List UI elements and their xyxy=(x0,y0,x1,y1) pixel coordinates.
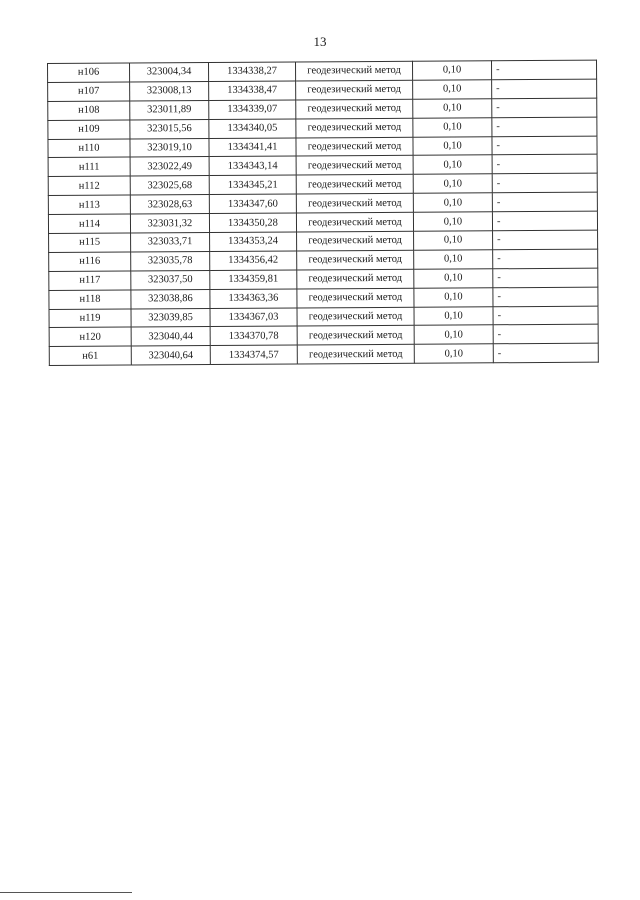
page-number: 13 xyxy=(313,34,327,49)
cell-note: - xyxy=(492,136,597,156)
cell-point: н118 xyxy=(49,290,131,309)
cell-method: геодезический метод xyxy=(297,307,414,327)
cell-method: геодезический метод xyxy=(296,118,413,138)
cell-y: 1334347,60 xyxy=(209,194,296,213)
cell-method: геодезический метод xyxy=(296,175,413,195)
cell-y: 1334353,24 xyxy=(210,232,297,251)
cell-x: 323008,13 xyxy=(130,81,209,100)
cell-x: 323004,34 xyxy=(130,63,209,82)
cell-y: 1334370,78 xyxy=(210,326,297,345)
footer-divider xyxy=(0,892,132,893)
cell-accuracy: 0,10 xyxy=(414,306,493,325)
cell-point: н111 xyxy=(48,157,130,176)
cell-y: 1334350,28 xyxy=(209,213,296,232)
cell-note: - xyxy=(492,117,597,137)
cell-method: геодезический метод xyxy=(296,99,413,119)
cell-x: 323040,64 xyxy=(131,346,210,365)
cell-note: - xyxy=(493,287,598,307)
cell-note: - xyxy=(493,249,598,269)
cell-method: геодезический метод xyxy=(297,288,414,308)
cell-accuracy: 0,10 xyxy=(414,287,493,306)
cell-x: 323035,78 xyxy=(131,251,210,270)
cell-x: 323033,71 xyxy=(131,233,210,252)
cell-accuracy: 0,10 xyxy=(413,136,492,155)
cell-method: геодезический метод xyxy=(297,269,414,289)
cell-y: 1334363,36 xyxy=(210,289,297,308)
cell-point: н115 xyxy=(49,233,131,252)
cell-accuracy: 0,10 xyxy=(413,174,492,193)
cell-method: геодезический метод xyxy=(296,193,413,213)
cell-y: 1334367,03 xyxy=(210,308,297,327)
cell-x: 323025,68 xyxy=(130,176,209,195)
cell-method: геодезический метод xyxy=(296,156,413,176)
cell-method: геодезический метод xyxy=(297,326,414,346)
coordinates-table-body xyxy=(48,60,599,366)
cell-point: н113 xyxy=(48,195,130,214)
cell-method: геодезический метод xyxy=(297,345,414,365)
cell-accuracy: 0,10 xyxy=(414,231,493,250)
cell-point: н114 xyxy=(48,214,130,233)
cell-accuracy: 0,10 xyxy=(413,99,492,118)
cell-note: - xyxy=(493,325,598,345)
cell-point: н108 xyxy=(48,101,130,120)
cell-method: геодезический метод xyxy=(297,250,414,270)
cell-note: - xyxy=(492,98,597,118)
cell-note: - xyxy=(493,268,598,288)
cell-accuracy: 0,10 xyxy=(413,155,492,174)
cell-x: 323031,32 xyxy=(130,214,209,233)
cell-y: 1334374,57 xyxy=(210,345,297,364)
cell-y: 1334359,81 xyxy=(210,270,297,289)
cell-method: геодезический метод xyxy=(297,231,414,251)
cell-note: - xyxy=(491,60,596,80)
table-row xyxy=(49,343,598,365)
cell-x: 323037,50 xyxy=(131,270,210,289)
cell-y: 1334338,27 xyxy=(209,62,296,81)
cell-point: н61 xyxy=(49,346,131,365)
cell-note: - xyxy=(492,79,597,99)
cell-note: - xyxy=(492,192,597,212)
cell-method: геодезический метод xyxy=(295,61,412,81)
cell-note: - xyxy=(492,155,597,175)
cell-point: н120 xyxy=(49,327,131,346)
cell-x: 323022,49 xyxy=(130,157,209,176)
cell-point: н110 xyxy=(48,139,130,158)
cell-x: 323039,85 xyxy=(131,308,210,327)
cell-point: н117 xyxy=(49,271,131,290)
cell-method: геодезический метод xyxy=(296,80,413,100)
coordinates-table xyxy=(47,60,599,367)
cell-accuracy: 0,10 xyxy=(413,212,492,231)
cell-point: н106 xyxy=(48,63,130,82)
cell-x: 323019,10 xyxy=(130,138,209,157)
cell-method: геодезический метод xyxy=(296,137,413,157)
cell-y: 1334338,47 xyxy=(209,81,296,100)
cell-point: н116 xyxy=(49,252,131,271)
cell-accuracy: 0,10 xyxy=(412,61,491,80)
cell-note: - xyxy=(492,173,597,193)
cell-point: н107 xyxy=(48,82,130,101)
cell-y: 1334340,05 xyxy=(209,119,296,138)
cell-accuracy: 0,10 xyxy=(413,193,492,212)
cell-method: геодезический метод xyxy=(296,212,413,232)
cell-x: 323011,89 xyxy=(130,100,209,119)
cell-point: н119 xyxy=(49,309,131,328)
cell-point: н112 xyxy=(48,176,130,195)
cell-accuracy: 0,10 xyxy=(414,250,493,269)
cell-accuracy: 0,10 xyxy=(414,325,493,344)
cell-point: н109 xyxy=(48,120,130,139)
cell-y: 1334343,14 xyxy=(209,156,296,175)
cell-accuracy: 0,10 xyxy=(414,344,493,363)
cell-note: - xyxy=(493,343,598,363)
cell-x: 323015,56 xyxy=(130,119,209,138)
cell-x: 323038,86 xyxy=(131,289,210,308)
cell-y: 1334339,07 xyxy=(209,100,296,119)
cell-y: 1334356,42 xyxy=(210,251,297,270)
cell-accuracy: 0,10 xyxy=(413,80,492,99)
cell-note: - xyxy=(493,306,598,326)
cell-x: 323040,44 xyxy=(131,327,210,346)
cell-accuracy: 0,10 xyxy=(413,117,492,136)
cell-x: 323028,63 xyxy=(130,195,209,214)
cell-y: 1334345,21 xyxy=(209,175,296,194)
cell-note: - xyxy=(493,230,598,250)
cell-y: 1334341,41 xyxy=(209,138,296,157)
cell-note: - xyxy=(492,211,597,231)
cell-accuracy: 0,10 xyxy=(414,269,493,288)
